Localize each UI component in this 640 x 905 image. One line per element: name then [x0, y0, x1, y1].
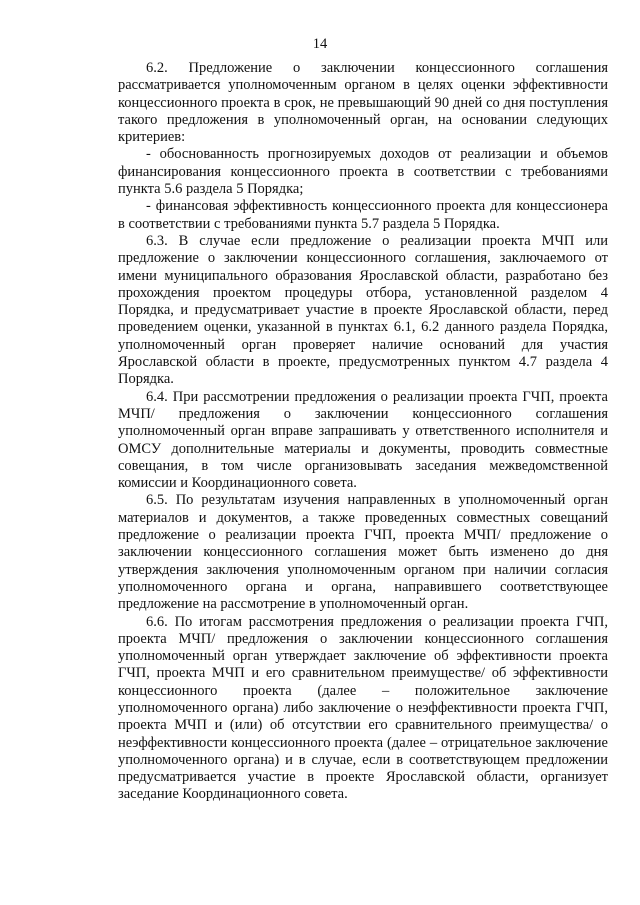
- paragraph-6-6: 6.6. По итогам рассмотрения предложения о реализации проекта ГЧП, проекта МЧП/ предложения о заключении концессионного соглашения уполномоченный орган утверждает заключение об эффективности проекта ГЧП, проекта МЧП и его сравнительном преимуществе/ об эффективности концессионного проекта (далее – положительное заключение уполномоченного органа) либо заключение о неэффективности проекта ГЧП, проекта МЧП и (или) об отсутствии его сравнительного преимущества/ о неэффективности концессионного проекта (далее – отрицательное заключение уполномоченного органа) и в случае, если в соответствующем предложении предусматривается участие в проекте Ярославской области, организует заседание Координационного совета.: [118, 613, 608, 803]
- paragraph-6-4: 6.4. При рассмотрении предложения о реализации проекта ГЧП, проекта МЧП/ предложения о заключении концессионного соглашения уполномоченный орган вправе запрашивать у ответственного исполнителя и ОМСУ дополнительные материалы и документы, проводить совместные совещания, в том числе организовывать заседания межведомственной комиссии и Координационного совета.: [118, 388, 608, 492]
- page-number: 14: [312, 36, 328, 52]
- criteria-item-revenue: - обоснованность прогнозируемых доходов от реализации и объемов финансирования концессионного проекта в соответствии с требованиями пункта 5.6 раздела 5 Порядка;: [118, 146, 608, 198]
- paragraph-6-5: 6.5. По результатам изучения направленных в уполномоченный орган материалов и документов, а также проведенных совместных совещаний предложение о реализации проекта ГЧП, проекта МЧП/ предложение о заключении концессионного соглашения может быть изменено до дня утверждения заключения уполномоченным органом при наличии согласия уполномоченного органа и органа, направившего соответствующее предложение на рассмотрение в уполномоченный орган.: [118, 492, 608, 613]
- criteria-item-efficiency: - финансовая эффективность концессионного проекта для концессионера в соответствии с требованиями пункта 5.7 раздела 5 Порядка.: [118, 198, 608, 232]
- document-body: [118, 60, 608, 804]
- paragraph-6-2: 6.2. Предложение о заключении концессионного соглашения рассматривается уполномоченным органом в целях оценки эффективности концессионного проекта в срок, не превышающий 90 дней со дня поступления такого предложения в уполномоченный орган, на основании следующих критериев:: [118, 60, 608, 146]
- paragraph-6-3: 6.3. В случае если предложение о реализации проекта МЧП или предложение о заключении концессионного соглашения, заключаемого от имени муниципального образования Ярославской области, разработано без прохождения проектом процедуры отбора, установленной разделом 4 Порядка, и предусматривает участие в проекте Ярославской области, перед проведением оценки, указанной в пунктах 6.1, 6.2 данного раздела Порядка, уполномоченный орган проверяет наличие оснований для участия Ярославской области в проекте, предусмотренных пунктом 4.7 раздела 4 Порядка.: [118, 232, 608, 388]
